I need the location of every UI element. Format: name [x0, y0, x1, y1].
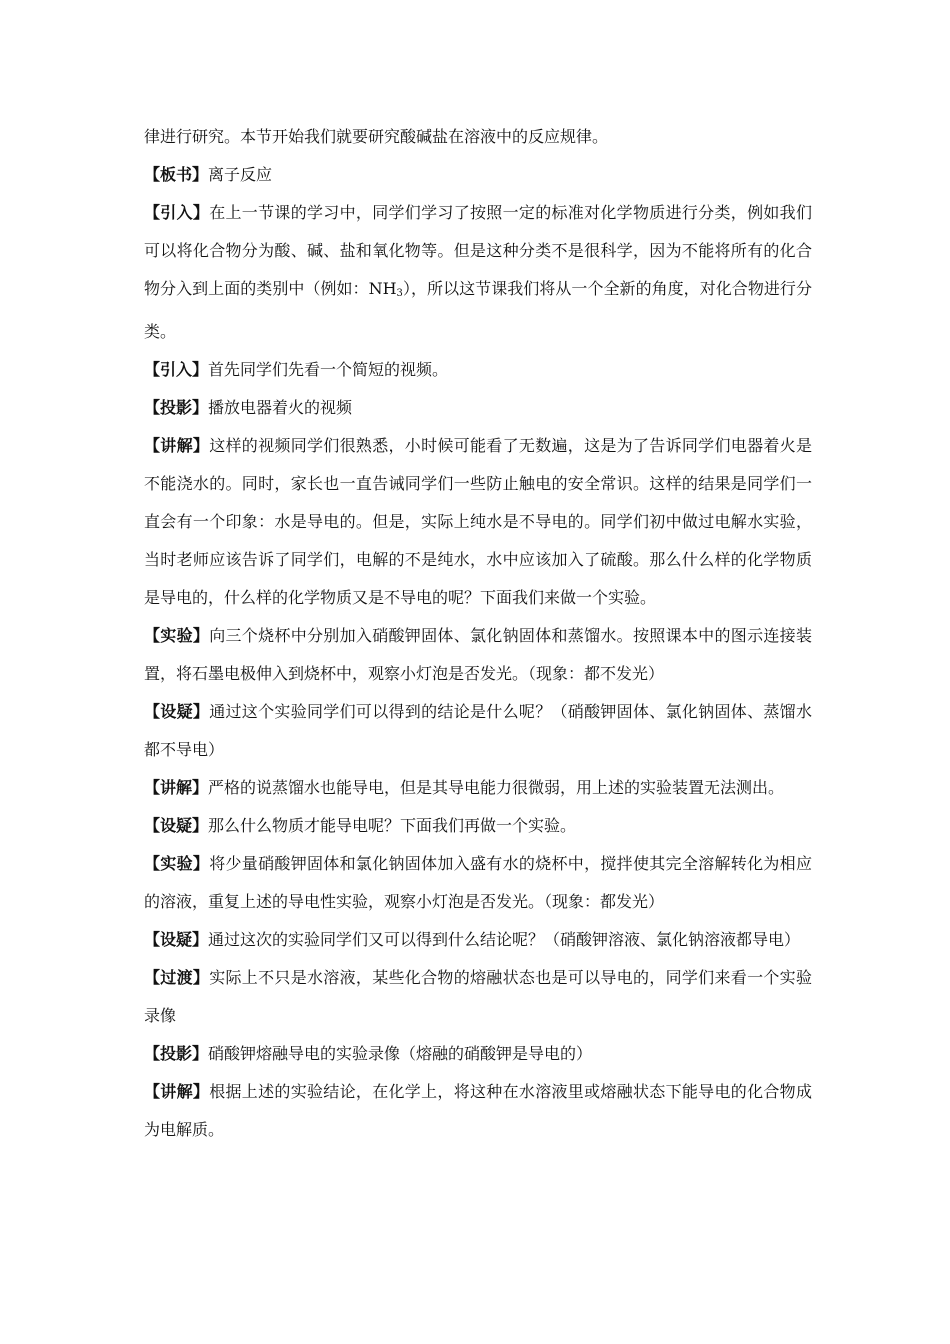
paragraph-continuation: 律进行研究。本节开始我们就要研究酸碱盐在溶液中的反应规律。 [144, 127, 609, 146]
paragraph-question: 【设疑】通过这个实验同学们可以得到的结论是什么呢？（硝酸钾固体、氯化钠固体、蒸馏水都不导电） [144, 702, 812, 759]
paragraph-experiment: 【实验】将少量硝酸钾固体和氯化钠固体加入盛有水的烧杯中，搅拌使其完全溶解转化为相应的溶液，重复上述的导电性实验，观察小灯泡是否发光。（现象：都发光） [144, 854, 812, 911]
paragraph-question: 【设疑】那么什么物质才能导电呢？下面我们再做一个实验。 [144, 816, 577, 835]
section-tag: 【实验】 [144, 626, 210, 645]
section-tag: 【讲解】 [144, 1082, 210, 1101]
paragraph-explanation: 【讲解】这样的视频同学们很熟悉，小时候可能看了无数遍，这是为了告诉同学们电器着火是不能浇水的。同时，家长也一直告诫同学们一些防止触电的安全常识。这样的结果是同学们一直会有一个印象：水是导电的。但是，实际上纯水是不导电的。同学们初中做过电解水实验，当时老师应该告诉了同学们，电解的不是纯水，水中应该加入了硫酸。那么什么样的化学物质是导电的，什么样的化学物质又是不导电的呢？下面我们来做一个实验。 [144, 436, 812, 607]
paragraph-introduction-video: 【引入】首先同学们先看一个简短的视频。 [144, 360, 449, 379]
subscript: 3 [396, 288, 403, 299]
section-tag: 【投影】 [144, 1044, 209, 1063]
paragraph-board-writing: 【板书】离子反应 [144, 165, 273, 184]
section-tag: 【设疑】 [144, 816, 209, 835]
section-tag: 【投影】 [144, 398, 209, 417]
paragraph-introduction: 【引入】在上一节课的学习中，同学们学习了按照一定的标准对化学物质进行分类，例如我们可以将化合物分为酸、碱、盐和氧化物等。但是这种分类不是很科学，因为不能将所有的化合物分入到上面的类别中（例如：$NH_3$），所以这节课我们将从一个全新的角度，对化合物进行分类。 [144, 203, 812, 341]
paragraph-projection: 【投影】播放电器着火的视频 [144, 398, 353, 417]
document-body [144, 118, 812, 1149]
section-tag: 【板书】 [144, 165, 209, 184]
paragraph-experiment: 【实验】向三个烧杯中分别加入硝酸钾固体、氯化钠固体和蒸馏水。按照课本中的图示连接装置，将石墨电极伸入到烧杯中，观察小灯泡是否发光。（现象：都不发光） [144, 626, 812, 683]
paragraph-projection: 【投影】硝酸钾熔融导电的实验录像（熔融的硝酸钾是导电的） [144, 1044, 593, 1063]
paragraph-transition: 【过渡】实际上不只是水溶液，某些化合物的熔融状态也是可以导电的，同学们来看一个实验录像 [144, 968, 812, 1025]
section-tag: 【讲解】 [144, 778, 209, 797]
section-tag: 【设疑】 [144, 702, 210, 721]
paragraph-question: 【设疑】通过这次的实验同学们又可以得到什么结论呢？（硝酸钾溶液、氯化钠溶液都导电） [144, 930, 801, 949]
section-tag: 【讲解】 [144, 436, 210, 455]
section-tag: 【过渡】 [144, 968, 210, 987]
section-tag: 【设疑】 [144, 930, 209, 949]
section-tag: 【实验】 [144, 854, 210, 873]
section-tag: 【引入】 [144, 360, 209, 379]
section-tag: 【引入】 [144, 203, 210, 222]
paragraph-explanation: 【讲解】根据上述的实验结论，在化学上，将这种在水溶液里或熔融状态下能导电的化合物成为电解质。 [144, 1082, 812, 1139]
paragraph-explanation: 【讲解】严格的说蒸馏水也能导电，但是其导电能力很微弱，用上述的实验装置无法测出。 [144, 778, 785, 797]
